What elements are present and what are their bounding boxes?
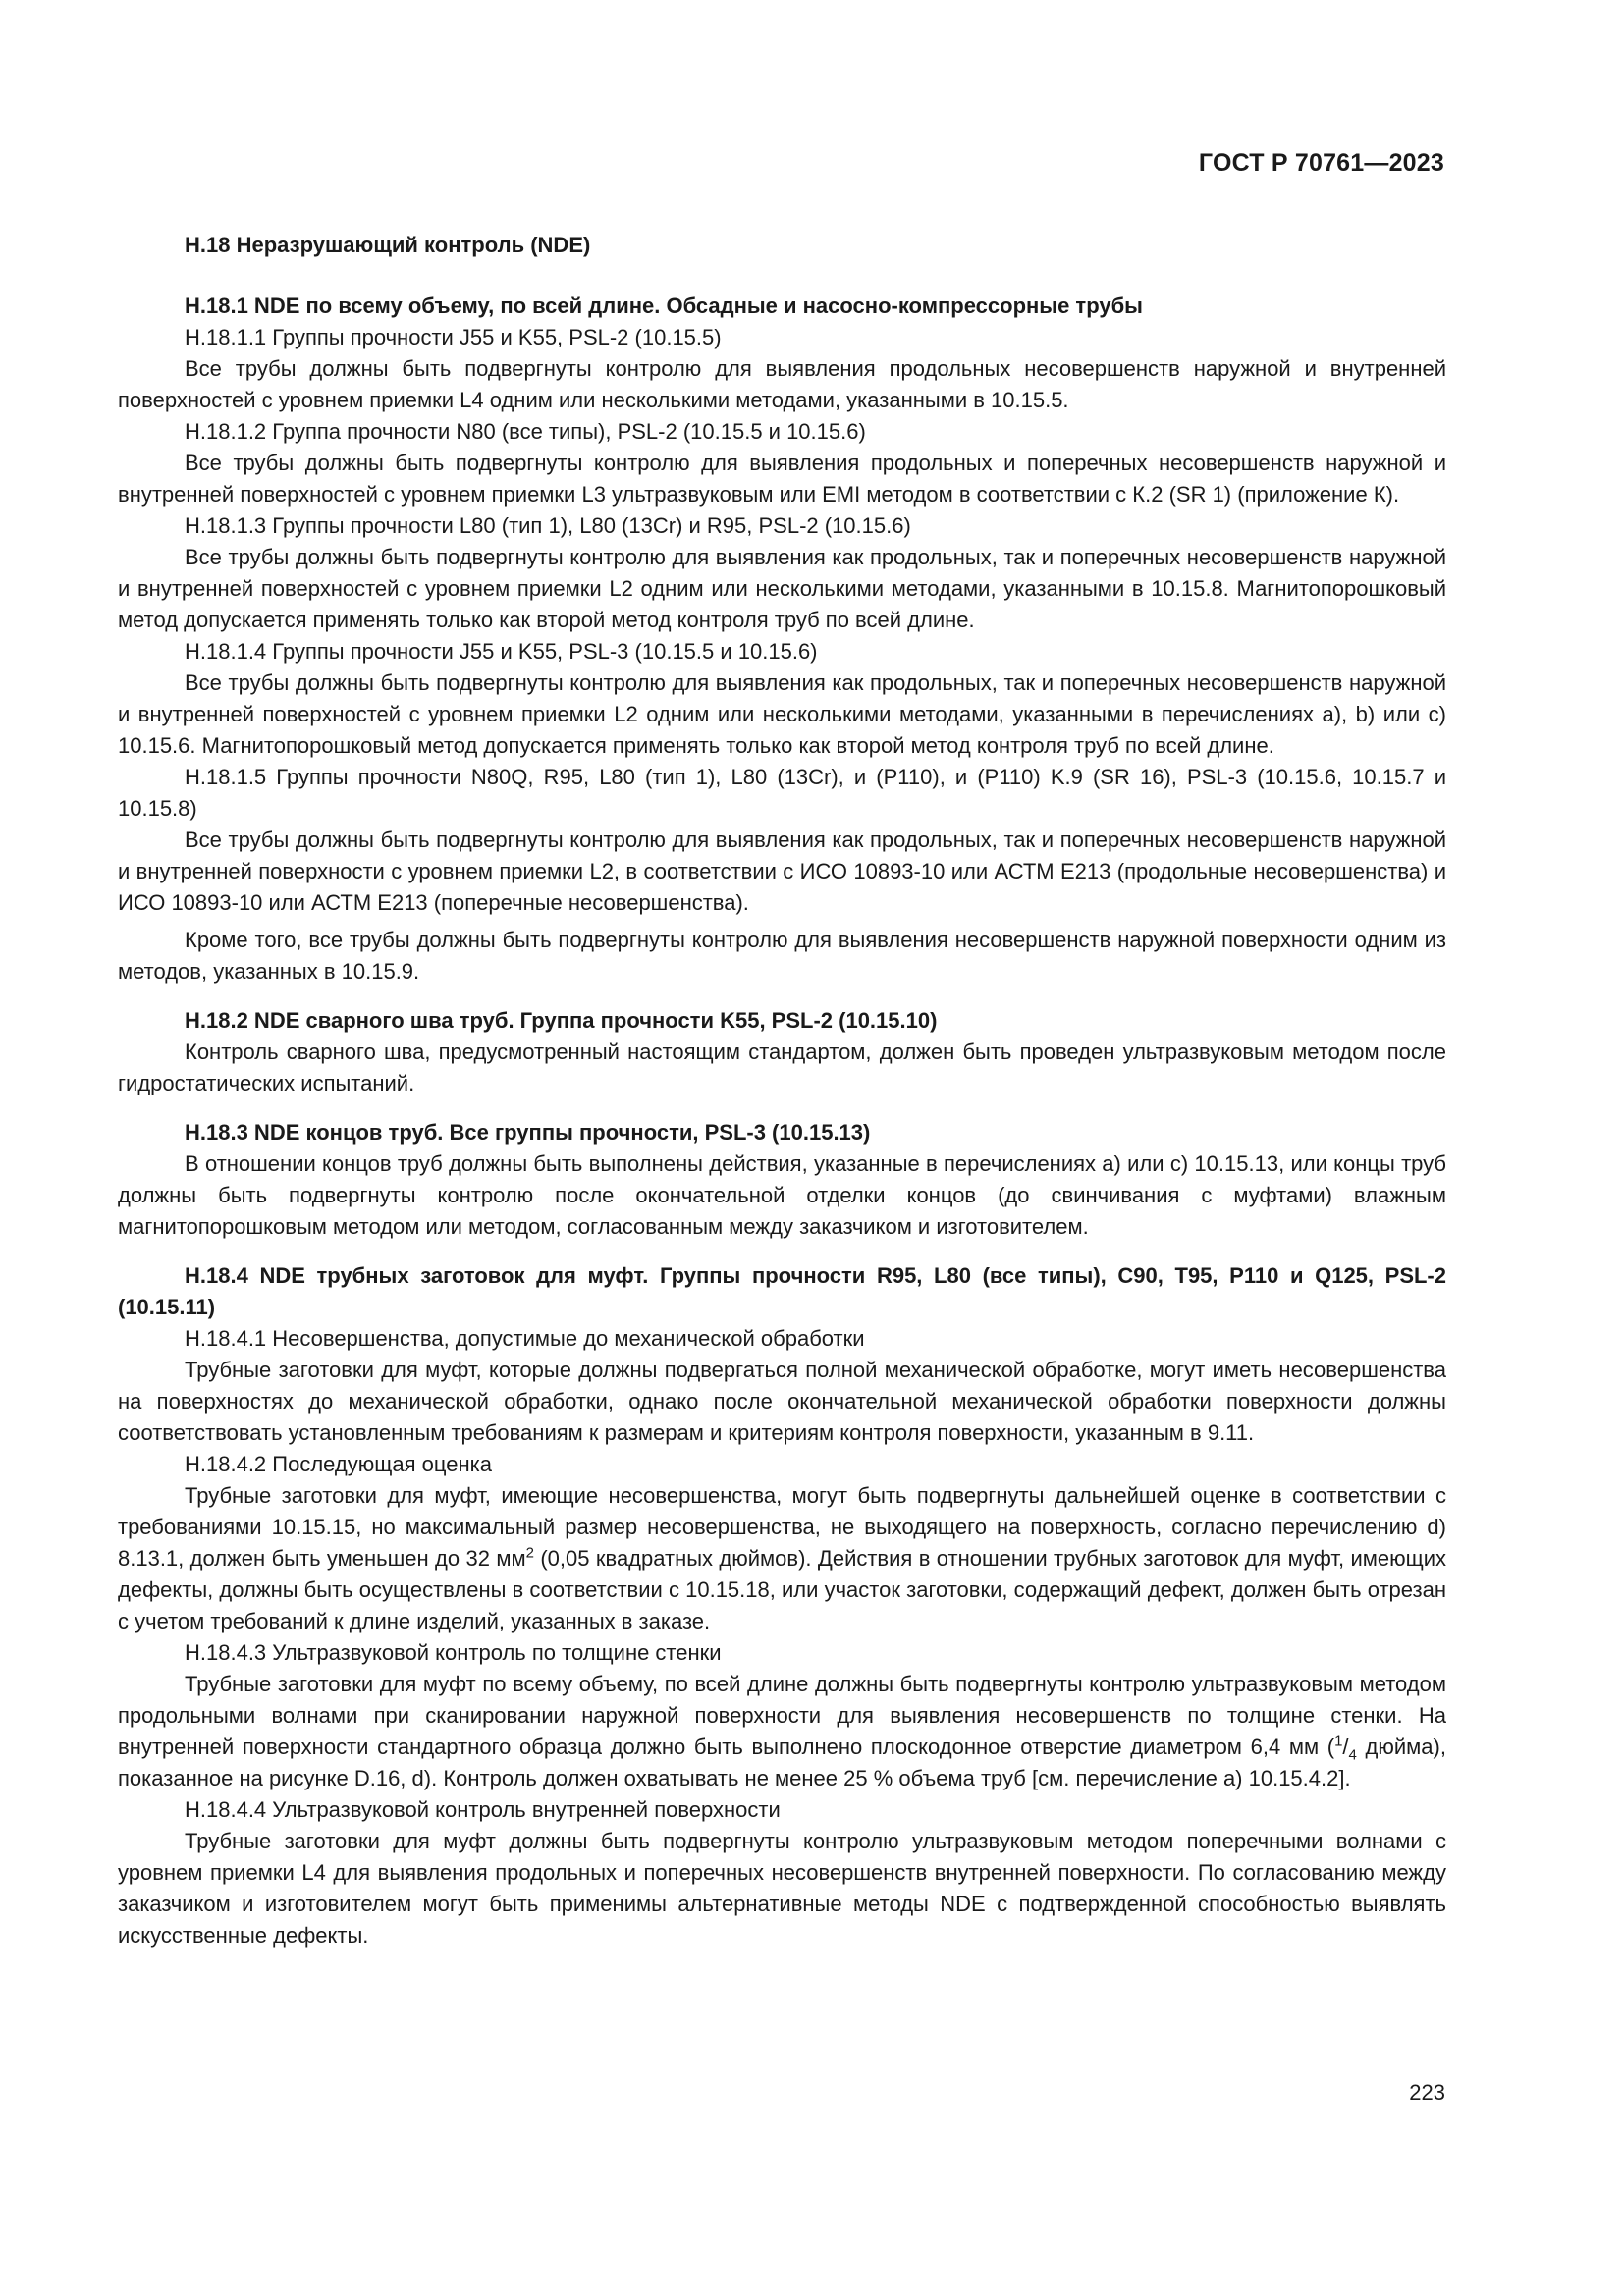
fraction-slash: / — [1342, 1735, 1349, 1759]
paragraph-h18-4-3 — [118, 1669, 1446, 1794]
section-heading-h18-3-part1: H.18.3 NDE концов труб — [185, 1120, 438, 1145]
subsection-heading-h18-1-2: H.18.1.2 Группа прочности N80 (все типы), PSL-2 (10.15.5 и 10.15.6) — [185, 419, 866, 444]
paragraph-h18-3: В отношении концов труб должны быть выполнены действия, указанные в перечислениях а) или с) 10.15.13, или концы труб должны быть подвергнуты контролю после окончательной отделки концов (до свинчивания с муфтами) влажным магнитопорошковым методом или методом, согласованным между заказчиком и изготовителем. — [118, 1151, 1446, 1239]
paragraph-h18-4-2 — [118, 1480, 1446, 1637]
fraction-numerator: 1 — [1334, 1733, 1343, 1750]
paragraph-h18-1-4: Все трубы должны быть подвергнуты контролю для выявления как продольных, так и поперечных несовершенств наружной и внутренней поверхностей с уровнем приемки L2 одним или несколькими методами, указанными в перечислениях а), b) или с) 10.15.6. Магнитопорошковый метод допускается применять только как второй метод контроля труб по всей длине. — [118, 670, 1446, 758]
page-number: 223 — [1409, 2080, 1445, 2105]
subsection-heading-h18-1-3: H.18.1.3 Группы прочности L80 (тип 1), L80 (13Cr) и R95, PSL-2 (10.15.6) — [185, 513, 911, 538]
section-heading-h18-4: H.18.4 NDE трубных заготовок для муфт. Группы прочности R95, L80 (все типы), C90, T95, P110 и Q125, PSL-2 (10.15.11) — [118, 1263, 1446, 1319]
document-id-header: ГОСТ Р 70761—2023 — [1198, 149, 1444, 177]
paragraph-h18-1-5a: Все трубы должны быть подвергнуты контролю для выявления как продольных, так и поперечных несовершенств наружной и внутренней поверхности с уровнем приемки L2, в соответствии с ИСО 10893-10 или АСТМ E213 (продольные несовершенства) и ИСО 10893-10 или АСТМ E213 (поперечные несовершенства). — [118, 828, 1446, 915]
paragraph-h18-4-3-part1: Трубные заготовки для муфт по всему объему, по всей длине должны быть подвергнуты контролю ультразвуковым методом продольными волнами при сканировании наружной поверхности для выявления несовершенств по толщине стенки. На внутренней поверхности стандартного образца должно быть выполнено плоскодонное отверстие диаметром 6,4 мм ( — [118, 1672, 1446, 1759]
fraction-denominator: 4 — [1348, 1746, 1357, 1764]
subsection-heading-h18-1-1: H.18.1.1 Группы прочности J55 и K55, PSL-2 (10.15.5) — [185, 325, 722, 349]
section-heading-h18-3-part2: . Все группы прочности, PSL-3 (10.15.13) — [437, 1120, 871, 1145]
subsection-heading-h18-4-4: H.18.4.4 Ультразвуковой контроль внутренней поверхности — [185, 1797, 781, 1822]
paragraph-h18-4-1: Трубные заготовки для муфт, которые должны подвергаться полной механической обработке, могут иметь несовершенства на поверхностях до механической обработки, однако после окончательной механической обработки поверхности должны соответствовать установленным требованиям к размерам и критериям контроля поверхности, указанным в 9.11. — [118, 1358, 1446, 1445]
paragraph-h18-4-2-part2: (0,05 квадратных дюймов). Действия в отношении трубных заготовок для муфт, имеющих дефекты, должны быть осуществлены в соответствии с 10.15.18, или участок заготовки, содержащий дефект, должен быть отрезан с учетом требований к длине изделий, указанных в заказе. — [118, 1546, 1447, 1633]
subsection-heading-h18-1-5: H.18.1.5 Группы прочности N80Q, R95, L80 (тип 1), L80 (13Cr), и (P110), и (P110) K.9 (SR 16), PSL-3 (10.15.6, 10.15.7 и 10.15.8) — [118, 765, 1446, 821]
paragraph-h18-1-5b: Кроме того, все трубы должны быть подвергнуты контролю для выявления несовершенств наружной поверхности одним из методов, указанных в 10.15.9. — [118, 928, 1446, 984]
paragraph-h18-1-3: Все трубы должны быть подвергнуты контролю для выявления как продольных, так и поперечных несовершенств наружной и внутренней поверхностей с уровнем приемки L2 одним или несколькими методами, указанными в 10.15.8. Магнитопорошковый метод допускается применять только как второй метод контроля труб по всей длине. — [118, 545, 1446, 632]
paragraph-h18-4-4: Трубные заготовки для муфт должны быть подвергнуты контролю ультразвуковым методом поперечными волнами с уровнем приемки L4 для выявления продольных и поперечных несовершенств внутренней поверхности. По согласованию между заказчиком и изготовителем могут быть применимы альтернативные методы NDE с подтвержденной способностью выявлять искусственные дефекты. — [118, 1829, 1446, 1948]
section-heading-h18-2: H.18.2 NDE сварного шва труб. Группа прочности K55, PSL-2 (10.15.10) — [185, 1008, 938, 1033]
paragraph-h18-1-2: Все трубы должны быть подвергнуты контролю для выявления продольных и поперечных несовершенств наружной и внутренней поверхностей с уровнем приемки L3 ультразвуковым или EMI методом в соответствии с К.2 (SR 1) (приложение К). — [118, 451, 1446, 507]
subsection-heading-h18-4-3: H.18.4.3 Ультразвуковой контроль по толщине стенки — [185, 1640, 722, 1665]
section-heading-h18: H.18 Неразрушающий контроль (NDE) — [185, 233, 591, 257]
paragraph-h18-4-3-part2: дюйма), показанное на рисунке D.16, d). Контроль должен охватывать не менее 25 % объема труб [см. перечисление а) 10.15.4.2]. — [118, 1735, 1446, 1790]
subsection-heading-h18-4-1: H.18.4.1 Несовершенства, допустимые до механической обработки — [185, 1326, 865, 1351]
section-heading-h18-3 — [118, 1117, 1446, 1148]
superscript-squared: 2 — [525, 1544, 534, 1562]
subsection-heading-h18-4-2: H.18.4.2 Последующая оценка — [185, 1452, 492, 1476]
document-body — [118, 230, 1446, 1951]
paragraph-h18-2: Контроль сварного шва, предусмотренный настоящим стандартом, должен быть проведен ультразвуковым методом после гидростатических испытаний. — [118, 1040, 1446, 1095]
subsection-heading-h18-1-4: H.18.1.4 Группы прочности J55 и K55, PSL-3 (10.15.5 и 10.15.6) — [185, 639, 818, 664]
section-heading-h18-1: H.18.1 NDE по всему объему, по всей длине. Обсадные и насосно-компрессорные трубы — [185, 294, 1143, 318]
paragraph-h18-1-1: Все трубы должны быть подвергнуты контролю для выявления продольных несовершенств наружной и внутренней поверхностей с уровнем приемки L4 одним или несколькими методами, указанными в 10.15.5. — [118, 356, 1446, 412]
paragraph-h18-4-2-part1: Трубные заготовки для муфт, имеющие несовершенства, могут быть подвергнуты дальнейшей оценке в соответствии с требованиями 10.15.15, но максимальный размер несовершенства, не выходящего на поверхность, согласно перечислению d) 8.13.1, должен быть уменьшен до 32 мм — [118, 1483, 1446, 1571]
